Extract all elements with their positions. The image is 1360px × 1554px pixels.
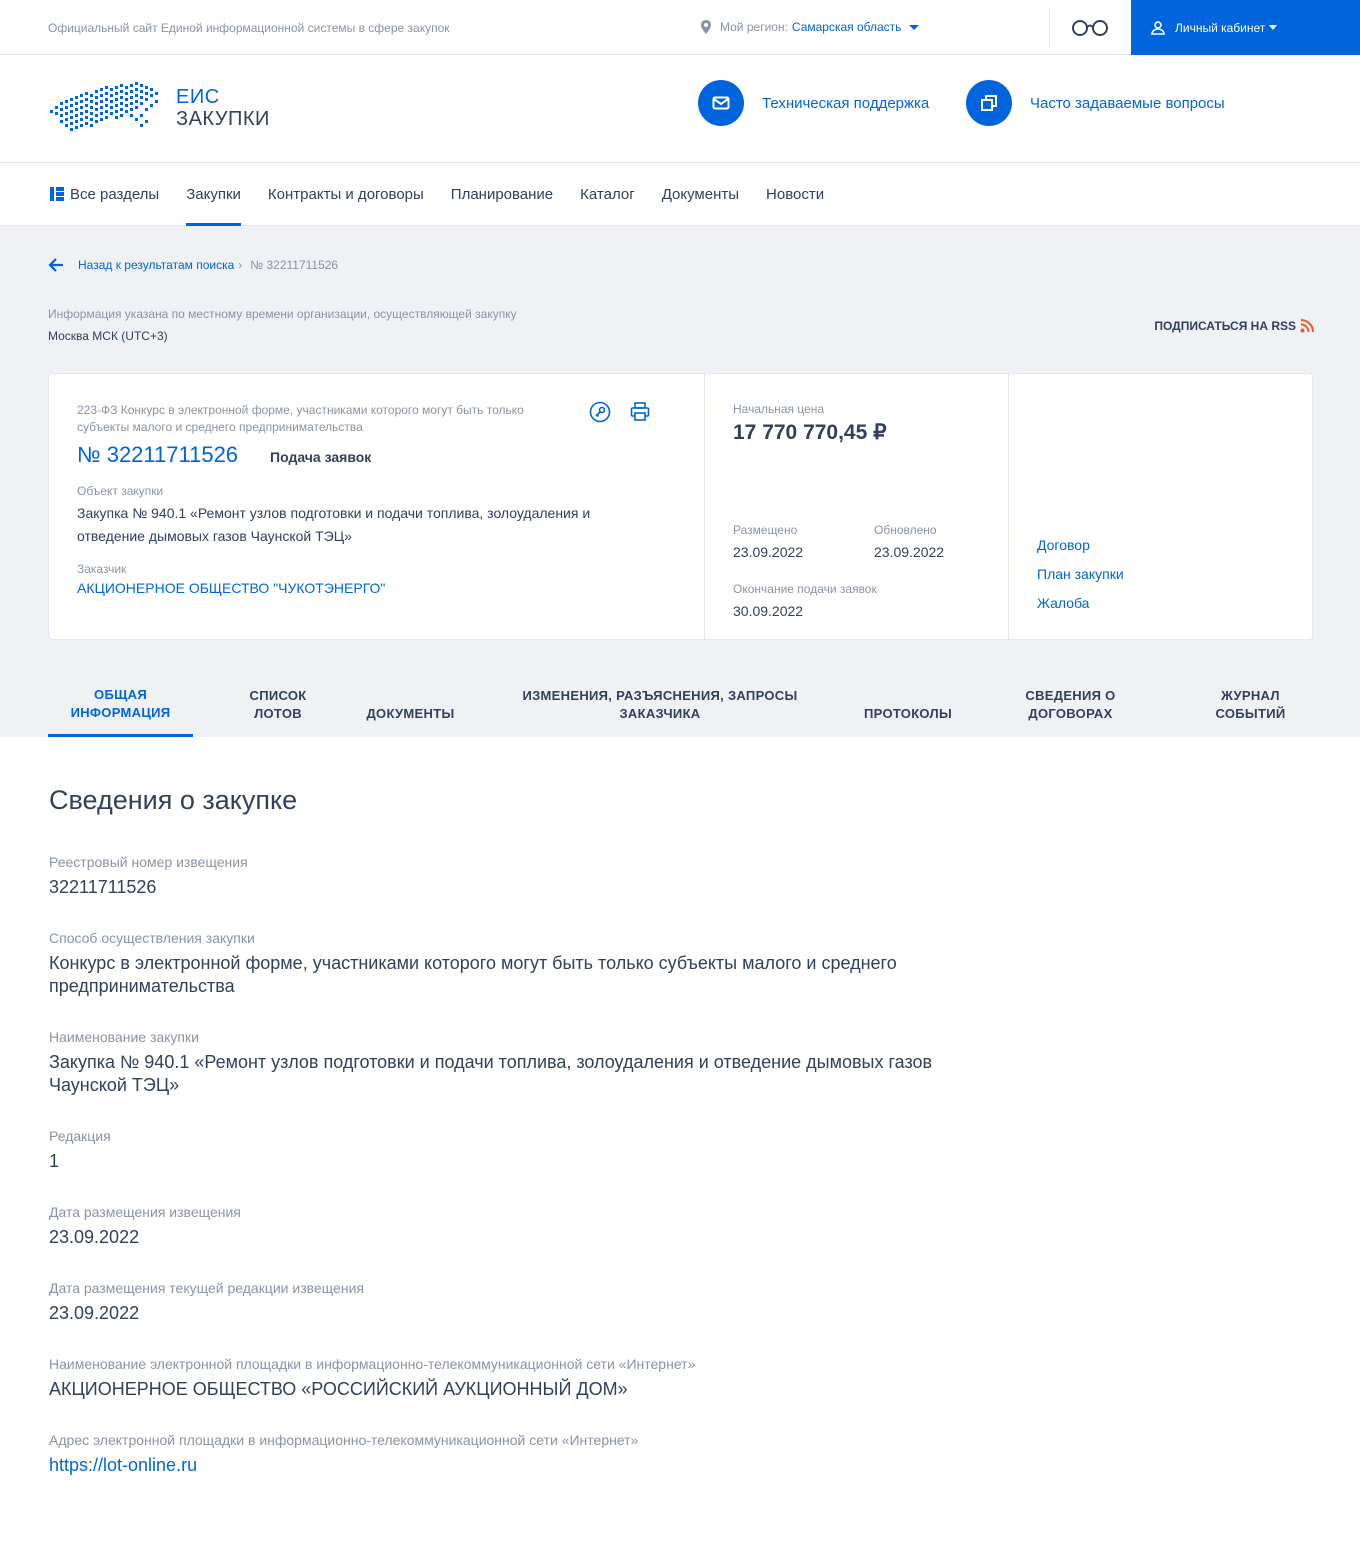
tab-label: ДОКУМЕНТЫ — [366, 706, 455, 721]
logo-text — [176, 86, 270, 130]
low-vision-glasses-icon[interactable] — [1070, 18, 1110, 38]
field-platform-name — [49, 1356, 1312, 1401]
registry-number-row — [77, 442, 676, 468]
site-header — [0, 55, 1360, 163]
tab-label: ПРОТОКОЛЫ — [864, 706, 952, 721]
breadcrumb-current: № 32211711526 — [250, 258, 339, 272]
purchase-tabs — [48, 674, 1313, 737]
field-platform-address — [49, 1432, 1312, 1477]
nav-news[interactable]: Новости — [766, 185, 825, 203]
timezone-value: Москва МСК (UTC+3) — [48, 329, 168, 343]
key-signature-icon[interactable] — [589, 401, 611, 423]
purchase-plan-link[interactable]: План закупки — [1037, 566, 1124, 582]
updated-date — [874, 523, 944, 564]
rss-subscribe-link[interactable] — [1154, 319, 1314, 333]
back-to-results-link[interactable]: Назад к результатам поиска — [78, 258, 235, 272]
field-label: Редакция — [49, 1128, 111, 1144]
price-value: 17 770 770,45 ₽ — [733, 421, 887, 444]
field-value: 1 — [49, 1151, 60, 1171]
sections-grid-icon — [50, 187, 64, 201]
card-links-column — [1009, 374, 1312, 639]
tab-label-line1: ИЗМЕНЕНИЯ, РАЗЪЯСНЕНИЯ, ЗАПРОСЫ — [522, 688, 798, 703]
breadcrumb — [48, 258, 338, 272]
top-bar — [0, 0, 1360, 55]
general-info-section — [0, 737, 1360, 1477]
tech-support-label: Техническая поддержка — [762, 94, 930, 112]
object-label: Объект закупки — [77, 484, 164, 498]
field-value: Конкурс в электронной форме, участниками которого могут быть только субъекты малого и среднего предпринимательства — [49, 953, 897, 996]
divider — [1049, 10, 1050, 46]
card-price-column — [705, 374, 1009, 639]
chevron-down-icon — [1269, 25, 1277, 30]
rss-label: ПОДПИСАТЬСЯ НА RSS — [1154, 319, 1296, 333]
tab-general-info[interactable] — [48, 686, 193, 737]
faq-icon — [966, 80, 1012, 126]
field-value: 32211711526 — [49, 877, 157, 897]
personal-cabinet-button[interactable] — [1131, 0, 1360, 55]
logo-line-1: ЕИС — [176, 86, 220, 108]
related-links — [1037, 537, 1124, 624]
nav-documents[interactable]: Документы — [661, 185, 740, 203]
field-registry-number — [49, 854, 1312, 899]
timezone-note: Информация указана по местному времени организации, осуществляющей закупку — [48, 307, 517, 321]
field-value: Закупка № 940.1 «Ремонт узлов подготовки и подачи топлива, золоудаления и отведение дымовых газов Чаунской ТЭЦ» — [49, 1052, 933, 1095]
deadline-label: Окончание подачи заявок — [733, 582, 877, 596]
tab-label-line1: ЖУРНАЛ — [1221, 688, 1280, 703]
faq-link[interactable] — [966, 80, 1225, 126]
print-icon[interactable] — [629, 401, 651, 423]
eis-logo[interactable] — [48, 80, 270, 136]
tech-support-link[interactable] — [698, 80, 929, 126]
price-label: Начальная цена — [733, 402, 825, 416]
customer-link[interactable]: АКЦИОНЕРНОЕ ОБЩЕСТВО "ЧУКОТЭНЕРГО" — [77, 580, 386, 596]
chevron-down-icon — [909, 25, 919, 30]
cabinet-label: Личный кабинет — [1175, 20, 1266, 35]
nav-planning[interactable]: Планирование — [450, 185, 554, 203]
purchase-header-area — [0, 226, 1360, 737]
purchase-card — [48, 373, 1313, 640]
region-name[interactable]: Самарская область — [791, 20, 902, 34]
arrow-left-icon[interactable] — [48, 258, 64, 272]
user-icon — [1151, 21, 1167, 35]
registry-number[interactable]: № 32211711526 — [77, 442, 239, 467]
tab-protocols[interactable] — [853, 705, 963, 737]
tab-label-line1: СПИСОК — [249, 688, 307, 703]
field-procurement-method — [49, 930, 1312, 998]
section-title: Сведения о закупке — [49, 785, 298, 815]
region-label: Мой регион: — [720, 20, 788, 34]
field-label: Реестровый номер извещения — [49, 854, 248, 870]
tab-label-line2: СОБЫТИЙ — [1215, 706, 1286, 721]
contract-link[interactable]: Договор — [1037, 537, 1090, 553]
breadcrumb-separator: › — [238, 258, 243, 272]
location-pin-icon — [700, 20, 712, 34]
procedure-type: 223-ФЗ Конкурс в электронной форме, участниками которого могут быть только субъекты малого и среднего предпринимательства — [77, 403, 524, 434]
tab-lots[interactable] — [233, 687, 323, 737]
tab-label-line2: ЛОТОВ — [254, 706, 302, 721]
faq-label: Часто задаваемые вопросы — [1030, 94, 1225, 112]
posted-value: 23.09.2022 — [733, 544, 804, 560]
deadline-value: 30.09.2022 — [733, 603, 804, 619]
field-purchase-name — [49, 1029, 1312, 1097]
field-value: 23.09.2022 — [49, 1303, 140, 1323]
object-value: Закупка № 940.1 «Ремонт узлов подготовки и подачи топлива, золоудаления и отведение дымовых газов Чаунской ТЭЦ» — [77, 505, 591, 544]
field-label: Дата размещения извещения — [49, 1204, 241, 1220]
field-label: Дата размещения текущей редакции извещения — [49, 1280, 364, 1296]
tab-label-line2: ДОГОВОРАХ — [1028, 706, 1113, 721]
tab-contracts-info[interactable] — [1008, 687, 1133, 737]
tab-label-line2: ИНФОРМАЦИЯ — [70, 705, 171, 720]
nav-label: Все разделы — [70, 185, 160, 203]
field-current-revision-date — [49, 1280, 1312, 1325]
field-label: Наименование закупки — [49, 1029, 199, 1045]
updated-value: 23.09.2022 — [874, 544, 945, 560]
site-title: Официальный сайт Единой информационной системы в сфере закупок — [48, 21, 450, 35]
nav-catalog[interactable]: Каталог — [580, 185, 635, 203]
region-selector[interactable] — [700, 20, 919, 34]
updated-label: Обновлено — [874, 523, 937, 537]
field-label: Адрес электронной площадки в информационно-телекоммуникационной сети «Интернет» — [49, 1432, 639, 1448]
tab-changes-requests[interactable] — [510, 687, 810, 737]
tab-label-line1: СВЕДЕНИЯ О — [1025, 688, 1116, 703]
customer-label: Заказчик — [77, 562, 127, 576]
nav-contracts[interactable]: Контракты и договоры — [267, 185, 424, 203]
nav-all-sections[interactable] — [50, 163, 159, 226]
nav-purchases[interactable]: Закупки — [186, 163, 241, 226]
card-main-column — [49, 374, 705, 639]
field-revision — [49, 1128, 1312, 1173]
field-label: Способ осуществления закупки — [49, 930, 255, 946]
card-actions — [589, 401, 669, 423]
platform-url-link[interactable]: https://lot-online.ru — [49, 1455, 198, 1475]
field-value: 23.09.2022 — [49, 1227, 140, 1247]
complaint-link[interactable]: Жалоба — [1037, 595, 1090, 611]
deadline-date — [733, 582, 877, 623]
mail-icon — [698, 80, 744, 126]
main-nav — [0, 163, 1360, 226]
field-label: Наименование электронной площадки в информационно-телекоммуникационной сети «Интернет» — [49, 1356, 696, 1372]
rss-icon — [1300, 319, 1314, 333]
tab-event-log[interactable] — [1198, 687, 1303, 737]
tab-label-line2: ЗАКАЗЧИКА — [619, 706, 701, 721]
posted-label: Размещено — [733, 523, 798, 537]
field-notice-date — [49, 1204, 1312, 1249]
logo-line-2: ЗАКУПКИ — [176, 108, 270, 130]
tab-documents[interactable] — [358, 705, 463, 737]
field-value: АКЦИОНЕРНОЕ ОБЩЕСТВО «РОССИЙСКИЙ АУКЦИОННЫЙ ДОМ» — [49, 1379, 628, 1399]
purchase-stage: Подача заявок — [270, 449, 372, 465]
russia-map-logo-icon — [48, 80, 160, 136]
posted-date — [733, 523, 803, 564]
tab-label-line1: ОБЩАЯ — [94, 687, 147, 702]
